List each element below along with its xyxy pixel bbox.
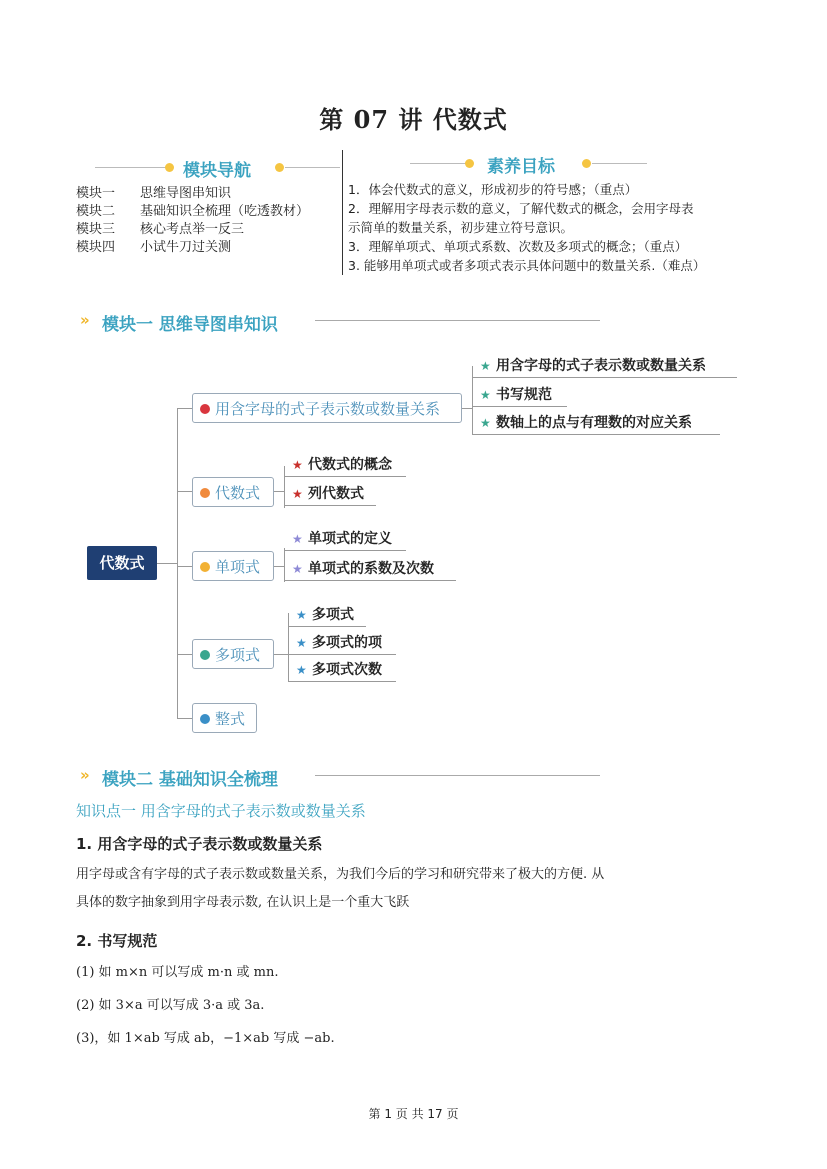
mindmap-leaf[interactable] [288, 603, 366, 627]
section-heading: 2. 书写规范 [76, 932, 158, 950]
dot-icon [165, 163, 174, 172]
mindmap-leaf[interactable] [288, 658, 396, 682]
goals-list [348, 180, 818, 275]
nav-item[interactable] [76, 185, 338, 203]
leaf-label: 数轴上的点与有理数的对应关系 [496, 415, 692, 431]
mindmap-branch[interactable] [192, 551, 274, 581]
mindmap-leaf[interactable] [288, 631, 396, 655]
leaf-label: 列代数式 [308, 486, 364, 502]
goal-line: 3. 能够用单项式或者多项式表示具体问题中的数量关系.（难点） [348, 258, 706, 273]
goal-line: 1．体会代数式的意义，形成初步的符号感；（重点） [348, 182, 638, 197]
section-heading: 1. 用含字母的式子表示数或数量关系 [76, 835, 323, 853]
branch-label: 用含字母的式子表示数或数量关系 [215, 400, 441, 418]
connector [274, 491, 284, 492]
mindmap-leaf[interactable] [472, 354, 737, 378]
mindmap-branch[interactable] [192, 393, 462, 423]
star-icon: ★ [296, 636, 307, 650]
connector [177, 408, 192, 409]
nav-text: 基础知识全梳理（吃透教材） [140, 204, 310, 219]
connector [177, 654, 192, 655]
branch-label: 多项式 [215, 646, 261, 664]
star-icon: ★ [296, 663, 307, 677]
mindmap-leaf[interactable] [284, 557, 456, 581]
chevron-icon: » [80, 766, 90, 784]
connector [274, 654, 288, 655]
divider [410, 163, 470, 164]
nav-module: 模块三 [76, 222, 116, 237]
mindmap-leaf[interactable] [472, 383, 567, 407]
leaf-label: 用含字母的式子表示数或数量关系 [496, 358, 706, 374]
leaf-label: 单项式的系数及次数 [308, 561, 434, 577]
connector [177, 566, 192, 567]
leaf-label: 代数式的概念 [308, 457, 392, 473]
dot-icon [275, 163, 284, 172]
number-3-icon [200, 562, 210, 572]
divider [592, 163, 647, 164]
paragraph [76, 861, 776, 917]
mindmap-leaf[interactable] [284, 527, 406, 551]
mindmap-root[interactable]: 代数式 [87, 546, 157, 580]
nav-module: 模块一 [76, 186, 116, 201]
connector [274, 566, 284, 567]
nav-text: 核心考点举一反三 [140, 222, 245, 237]
branch-label: 整式 [215, 710, 246, 728]
rule-item: (3)，如 1×ab 写成 ab，−1×ab 写成 −ab. [76, 1031, 335, 1046]
leaf-label: 多项式 [312, 607, 354, 623]
mindmap-leaf[interactable] [472, 411, 720, 435]
rule-list [76, 956, 776, 1055]
page-title: 第 07 讲 代数式 [319, 105, 508, 134]
paragraph-line: 用字母或含有字母的式子表示数或数量关系，为我们今后的学习和研究带来了极大的方便. 从 [76, 867, 605, 882]
mindmap-leaf[interactable] [284, 482, 376, 506]
rule-item: (1) 如 m×n 可以写成 m·n 或 mn. [76, 965, 279, 980]
star-icon: ★ [292, 532, 303, 546]
branch-label: 单项式 [215, 558, 261, 576]
mindmap-leaf[interactable] [284, 453, 406, 477]
number-4-icon [200, 650, 210, 660]
column-divider [342, 150, 343, 275]
number-2-icon [200, 488, 210, 498]
knowledge-point-title: 知识点一 用含字母的式子表示数或数量关系 [76, 802, 366, 820]
number-1-icon [200, 404, 210, 414]
connector [462, 408, 472, 409]
module-title: 模块一 思维导图串知识 [102, 315, 278, 335]
goals-heading: 素养目标 [487, 157, 555, 177]
leaf-label: 多项式的项 [312, 635, 382, 651]
nav-module: 模块四 [76, 240, 116, 255]
number-5-icon [200, 714, 210, 724]
mindmap-branch[interactable] [192, 477, 274, 507]
star-icon: ★ [292, 562, 303, 576]
leaf-label: 单项式的定义 [308, 531, 392, 547]
dot-icon [582, 159, 591, 168]
connector [177, 408, 178, 718]
nav-module: 模块二 [76, 204, 116, 219]
dot-icon [465, 159, 474, 168]
nav-text: 思维导图串知识 [140, 186, 232, 201]
nav-list [76, 185, 338, 257]
star-icon: ★ [480, 416, 491, 430]
nav-item[interactable] [76, 203, 338, 221]
mindmap-branch[interactable] [192, 703, 257, 733]
star-icon: ★ [292, 458, 303, 472]
star-icon: ★ [480, 359, 491, 373]
module-title: 模块二 基础知识全梳理 [102, 770, 278, 790]
goal-line: 3．理解单项式、单项式系数、次数及多项式的概念；（重点） [348, 239, 688, 254]
star-icon: ★ [480, 388, 491, 402]
nav-item[interactable] [76, 221, 338, 239]
divider [95, 167, 170, 168]
connector [177, 491, 192, 492]
mindmap-branch[interactable] [192, 639, 274, 669]
nav-heading: 模块导航 [183, 161, 251, 181]
divider [315, 320, 600, 321]
goal-line: 2．理解用字母表示数的意义，了解代数式的概念，会用字母表 [348, 201, 694, 216]
connector [177, 718, 192, 719]
leaf-label: 书写规范 [496, 387, 552, 403]
divider [285, 167, 340, 168]
divider [315, 775, 600, 776]
rule-item: (2) 如 3×a 可以写成 3·a 或 3a. [76, 998, 265, 1013]
star-icon: ★ [292, 487, 303, 501]
paragraph-line: 具体的数字抽象到用字母表示数, 在认识上是一个重大飞跃 [76, 895, 410, 910]
goal-line: 示简单的数量关系，初步建立符号意识。 [348, 220, 574, 235]
nav-item[interactable] [76, 239, 338, 257]
connector [157, 563, 177, 564]
star-icon: ★ [296, 608, 307, 622]
chevron-icon: » [80, 311, 90, 329]
branch-label: 代数式 [215, 484, 261, 502]
page-footer: 第 1 页 共 17 页 [368, 1107, 459, 1121]
nav-text: 小试牛刀过关测 [140, 240, 232, 255]
leaf-label: 多项式次数 [312, 662, 382, 678]
